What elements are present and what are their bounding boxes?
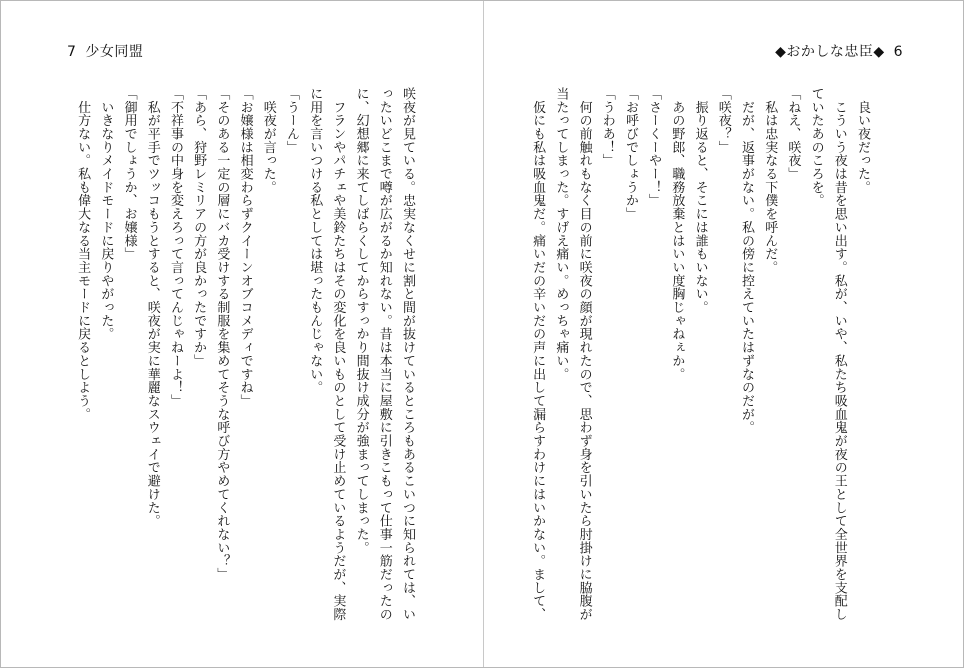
text-line: ったいどこまで噂が広がるか知れない。昔は本当に屋敷に引きこもって仕事一筋だったの — [376, 87, 392, 621]
text-line: に、幻想郷に来てしばらくしてからすっかり間抜け成分が強まってしまった。 — [353, 87, 369, 555]
left-page-body — [71, 87, 419, 621]
text-line: ていたあのころを。 — [808, 87, 824, 208]
text-line: いきなりメイドモードに戻りやがった。 — [98, 87, 114, 341]
text-line: 良い夜だった。 — [855, 87, 870, 194]
right-page-header — [775, 41, 907, 61]
text-line: 私は忠実なる下僕を呼んだ。 — [762, 87, 778, 274]
left-page-header — [63, 41, 143, 61]
text-line: 「ねえ、咲夜」 — [785, 87, 801, 181]
text-line: 「不祥事の中身を変えろって言ってんじゃねーよ！」 — [167, 87, 183, 408]
right-page-body — [526, 87, 874, 621]
text-line: 咲夜が言った。 — [260, 87, 276, 194]
text-line: に用を言いつける私としては堪ったもんじゃない。 — [307, 87, 323, 395]
left-page-number: 7 — [67, 44, 77, 60]
text-line: フランやパチェや美鈴たちはその変化を良いものとして受け止めているようだが、実際 — [330, 87, 346, 621]
text-line: 仮にも私は吸血鬼だ。痛いだの辛いだの声に出して漏らすわけにはいかない。まして、 — [530, 87, 546, 621]
text-line: 当たってしまった。すげえ痛い。めっちゃ痛い。 — [553, 87, 569, 381]
text-line: 「咲夜？」 — [715, 87, 731, 154]
text-line: 「お嬢様は相変わらずクイーンオブコメディですね」 — [237, 87, 253, 408]
text-line: 「うわあ！」 — [599, 87, 615, 168]
left-running-title: 少女同盟 — [85, 44, 144, 60]
text-line: こういう夜は昔を思い出す。私が、いや、私たち吸血鬼が夜の王として全世界を支配し — [831, 87, 847, 621]
text-line: 振り返ると、そこには誰もいない。 — [692, 87, 708, 314]
text-line: 「あら、狩野レミリアの方が良かったですか」 — [191, 87, 207, 368]
text-line: 「さーくーやー！」 — [646, 87, 662, 208]
text-line: 何の前触れもなく目の前に咲夜の顔が現れたので、思わず身を引いたら肘掛けに脇腹が — [576, 87, 592, 621]
text-line: あの野郎、職務放棄とはいい度胸じゃねぇか。 — [669, 87, 685, 381]
text-line: 「お呼びでしょうか」 — [622, 87, 638, 221]
text-line: だが、返事がない。私の傍に控えていたはずなのだが。 — [738, 87, 754, 435]
text-line: 咲夜が見ている。忠実なくせに割と間が抜けているところもあるこいつに知られては、い — [400, 87, 415, 621]
text-line: 私が平手でツッコもうとすると、咲夜が実に華麗なスウェイで避けた。 — [144, 87, 160, 528]
right-page — [484, 1, 963, 667]
text-line: 「うーん」 — [283, 87, 299, 154]
text-line: 「御用でしょうか、お嬢様」 — [121, 87, 137, 261]
right-page-number: 6 — [893, 44, 903, 60]
text-line: 仕方ない。私も偉大なる当主モードに戻るとしよう。 — [75, 87, 91, 421]
left-page — [1, 1, 483, 667]
text-line: 「そのある一定の層にバカ受けする制服を集めてそうな呼び方やめてくれない？」 — [214, 87, 230, 581]
right-running-title: ◆おかしな忠臣◆ — [775, 44, 885, 60]
